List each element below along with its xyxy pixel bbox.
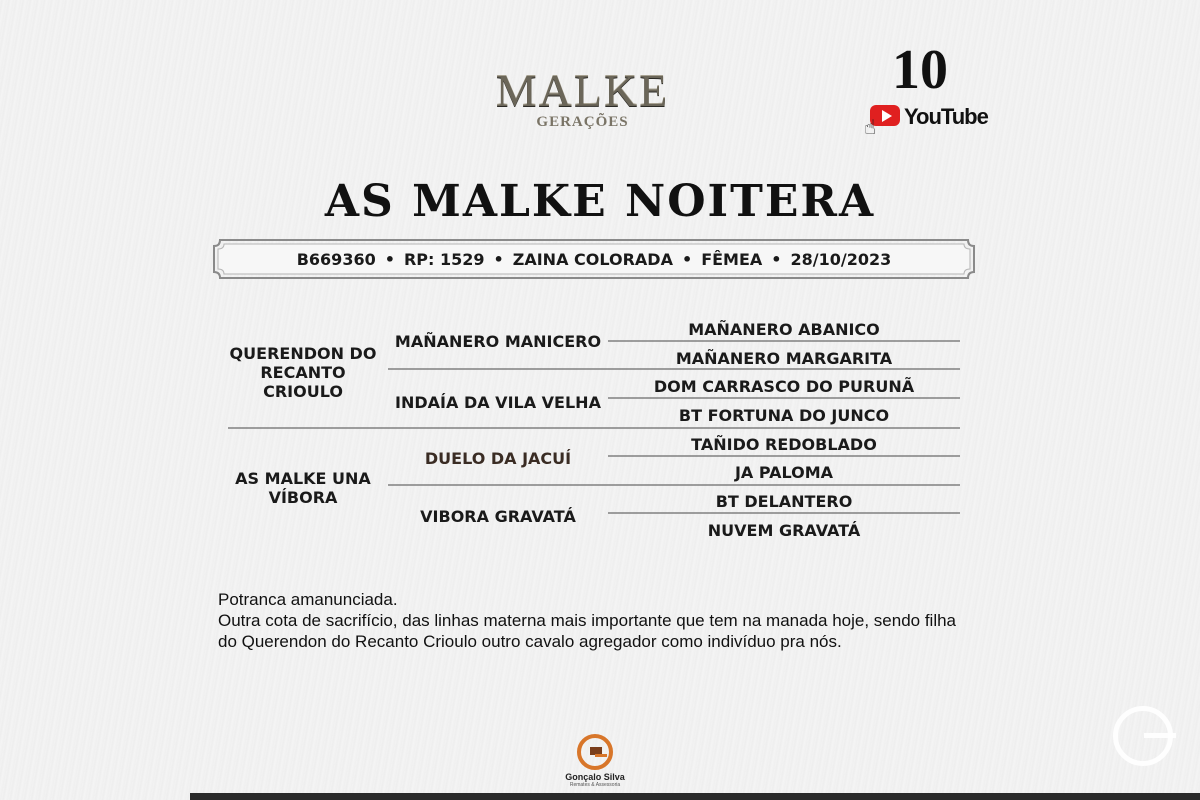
rp-number: RP: 1529 [403, 249, 485, 269]
pedigree-sire-sire-sire: MAÑANERO ABANICO [688, 320, 880, 339]
pedigree-dam: AS MALKE UNA VÍBORA [235, 469, 371, 507]
footer-name: Gonçalo Silva [565, 772, 625, 782]
pedigree-dam-dam-sire: BT DELANTERO [715, 492, 853, 511]
pedigree-dam-sire-sire: TAÑIDO REDOBLADO [691, 435, 877, 454]
lot-number: 10 [892, 39, 948, 101]
pedigree-dam-dam: VIBORA GRAVATÁ [420, 507, 576, 526]
separator: • [771, 249, 782, 269]
pedigree-dam-sire-dam: JA PALOMA [734, 463, 834, 482]
description-line: Potranca amanunciada. [218, 590, 398, 609]
logo-main-text: MALKE [495, 65, 670, 116]
horse-name-title: AS MALKE NOITERA [324, 176, 876, 227]
description [218, 589, 978, 652]
pedigree-sire-dam-sire: DOM CARRASCO DO PURUNÃ [653, 377, 915, 396]
goncalo-silva-logo [560, 734, 630, 788]
pedigree-sire-sire-dam: MAÑANERO MARGARITA [675, 349, 893, 368]
pedigree-sire-sire: MAÑANERO MANICERO [394, 332, 602, 351]
youtube-label: YouTube [904, 104, 988, 129]
separator: • [493, 249, 504, 269]
watermark-g-icon [1113, 706, 1173, 766]
bottom-bar [190, 793, 1200, 800]
description-paragraph: Outra cota de sacrifício, das linhas materna mais importante que tem na manada hoje, sendo filha do Querendon do Recanto Crioulo outro cavalo agregador como indivíduo pra nós. [218, 611, 957, 651]
sex: FÊMEA [701, 249, 763, 269]
pedigree-sire-dam-dam: BT FORTUNA DO JUNCO [678, 406, 890, 425]
footer-subtitle: Remates & Assessoria [569, 782, 621, 788]
pedigree-dam-sire: DUELO DA JACUÍ [424, 449, 572, 468]
pedigree-sire: QUERENDON DO RECANTO CRIOULO [229, 344, 377, 401]
logo-sub-text: GERAÇÕES [536, 114, 629, 130]
registration-number: B669360 [296, 249, 376, 269]
birth-date: 28/10/2023 [790, 249, 892, 269]
pedigree-dam-dam-dam: NUVEM GRAVATÁ [707, 521, 861, 540]
pedigree-sire-dam: INDAÍA DA VILA VELHA [395, 393, 601, 412]
pointing-hand-icon: ☝ [864, 115, 877, 139]
separator: • [681, 249, 693, 269]
gavel-logo-icon [577, 734, 613, 770]
coat-color: ZAINA COLORADA [512, 249, 673, 269]
separator: • [384, 249, 395, 269]
